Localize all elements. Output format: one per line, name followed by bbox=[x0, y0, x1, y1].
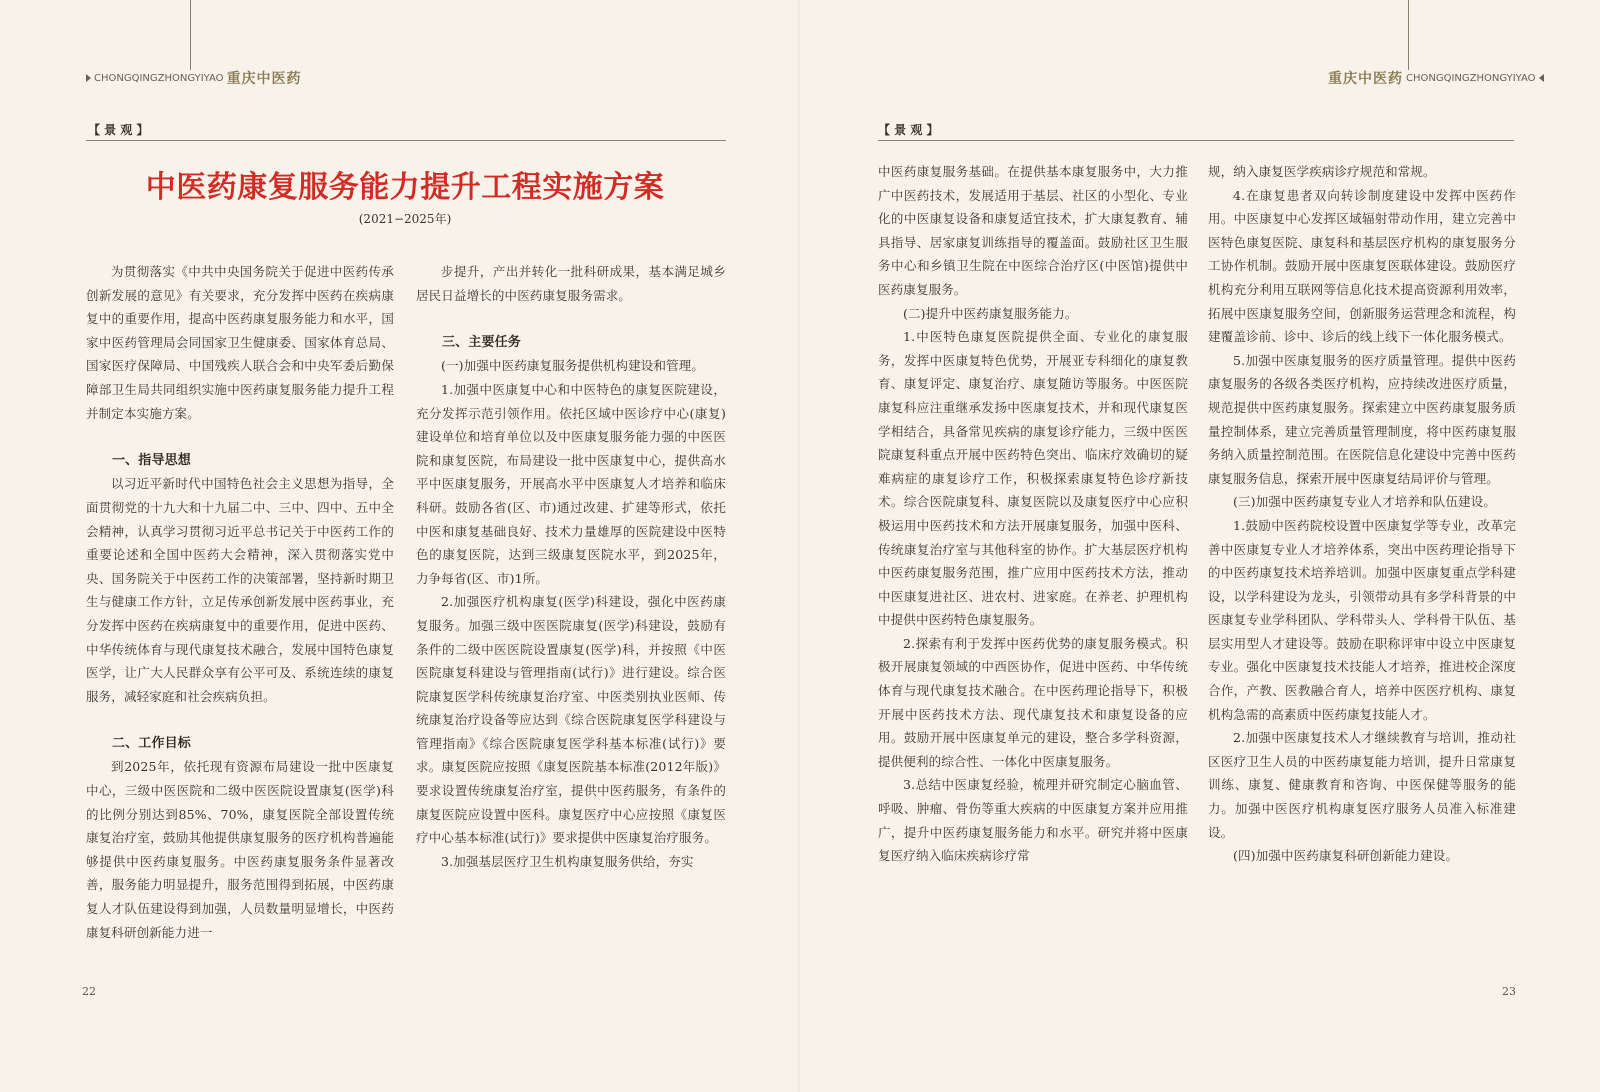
paragraph: 2.加强医疗机构康复(医学)科建设，强化中医药康复服务。加强三级中医医院康复(医学)科建设，鼓励有条件的二级中医医院设置康复(医学)科，并按照《中医医院康复科建设与管理指南(试行)》进行建设。综合医院康复医学科传统康复治疗室、中医类别执业医师、传统康复治疗设备等应达到《综合医院康复医学科建设与管理指南》《综合医院康复医学科基本标准(试行)》要求。康复医院应按照《康复医院基本标准(2012年版)》要求设置传统康复治疗室，提供中医药服务，有条件的康复医院应设置中医科。康复医疗中心应按照《康复医疗中心基本标准(试行)》要求提供中医康复治疗服务。 bbox=[416, 594, 726, 846]
section-tag: 【 景 观 】 bbox=[88, 123, 149, 137]
paragraph: 到2025年，依托现有资源布局建设一批中医康复中心，三级中医医院和二级中医医院设置康复(医学)科的比例分别达到85%、70%，康复医院全部设置传统康复治疗室，鼓励其他提供康复服务的医疗机构普遍能够提供中医药康复服务。中医药康复服务条件显著改善，服务能力明显提升，服务范围得到拓展，中医药康复人才队伍建设得到加强，人员数量明显增长，中医药康复科研创新能力进一 bbox=[86, 759, 394, 940]
subheading: (一)加强中医药康复服务提供机构建设和管理。 bbox=[441, 358, 705, 374]
column-3 bbox=[878, 160, 1188, 868]
column-4 bbox=[1208, 160, 1516, 868]
section-rule bbox=[86, 140, 726, 141]
subheading: (四)加强中医药康复科研创新能力建设。 bbox=[1233, 848, 1459, 864]
paragraph: 规，纳入康复医学疾病诊疗规范和常规。 bbox=[1208, 164, 1436, 179]
header-rule bbox=[1408, 0, 1409, 70]
header-mark bbox=[1328, 68, 1544, 88]
page-number: 22 bbox=[82, 985, 96, 998]
paragraph: 5.加强中医康复服务的医疗质量管理。提供中医药康复服务的各级各类医疗机构，应持续改进医疗质量，规范提供中医药康复服务。探索建立中医药康复服务质量控制体系，建立完善质量管理制度，将中医药康复服务纳入质量控制范围。在医院信息化建设中完善中医药康复服务信息，探索开展中医康复结局评价与管理。 bbox=[1208, 352, 1516, 486]
triangle-left-icon bbox=[1539, 74, 1544, 82]
header-mark bbox=[86, 68, 302, 88]
paragraph: 以习近平新时代中国特色社会主义思想为指导，全面贯彻党的十九大和十九届二中、三中、四中、五中全会精神，认真学习贯彻习近平总书记关于中医药工作的重要论述和全国中医药大会精神，深入贯彻落实党中央、国务院关于中医药工作的决策部署，坚持新时期卫生与健康工作方针，立足传承创新发展中医药事业，充分发挥中医药在疾病康复中的重要作用，促进中医药、中华传统体育与现代康复技术融合，发展中国特色康复医学，让广大人民群众享有公平可及、系统连续的康复服务，减轻家庭和社会疾病负担。 bbox=[86, 476, 394, 704]
paragraph: 2.探索有利于发挥中医药优势的康复服务模式。积极开展康复领域的中西医协作，促进中医药、中华传统体育与现代康复技术融合。在中医药理论指导下，积极开展中医药技术方法、现代康复技术和康复设备的应用。鼓励开展中医康复单元的建设，整合多学科资源，提供便利的综合性、一体化中医康复服务。 bbox=[878, 635, 1188, 769]
page-number: 23 bbox=[1502, 985, 1516, 998]
paragraph: 步提升，产出并转化一批科研成果，基本满足城乡居民日益增长的中医药康复服务需求。 bbox=[416, 264, 726, 303]
section-heading: 三、主要任务 bbox=[442, 334, 521, 350]
column-2 bbox=[416, 260, 726, 873]
section-heading: 一、指导思想 bbox=[112, 452, 191, 468]
paragraph: 2.加强中医康复技术人才继续教育与培训，推动社区医疗卫生人员的中医药康复能力培训，提升日常康复训练、康复、健康教育和咨询、中医保健等服务的能力。加强中医医疗机构康复医疗服务人员准入标准建设。 bbox=[1208, 730, 1516, 840]
subheading: (二)提升中医药康复服务能力。 bbox=[903, 305, 1078, 321]
paragraph: 4.在康复患者双向转诊制度建设中发挥中医药作用。中医康复中心发挥区域辐射带动作用，建立完善中医特色康复医院、康复科和基层医疗机构的康复服务分工协作机制。鼓励开展中医康复医联体建设。鼓励医疗机构充分利用互联网等信息化技术提高资源利用效率，拓展中医康复服务空间，创新服务运营理念和流程，构建覆盖诊前、诊中、诊后的线上线下一体化服务模式。 bbox=[1208, 187, 1516, 345]
paragraph: 1.中医特色康复医院提供全面、专业化的康复服务，发挥中医康复特色优势，开展亚专科细化的康复教育、康复评定、康复治疗、康复随访等服务。中医医院康复科应注重继承发扬中医康复技术，并和现代康复医学相结合，具备常见疾病的康复诊疗能力，三级中医医院康复科重点开展中医药特色突出、临床疗效确切的疑难病症的康复诊疗工作，积极探索康复特色诊疗新技术。综合医院康复科、康复医院以及康复医疗中心应积极运用中医药技术和方法开展康复服务，加强中医科、传统康复治疗室与其他科室的协作。扩大基层医疗机构中医药康复服务范围，推广应用中医药技术方法，推动中医康复进社区、进农村、进家庭。在养老、护理机构中提供中医药特色康复服务。 bbox=[878, 329, 1188, 628]
article-subtitle: (2021−2025年) bbox=[358, 212, 452, 226]
header-pinyin: CHONGQINGZHONGYIYAO bbox=[94, 72, 224, 84]
triangle-right-icon bbox=[86, 74, 91, 82]
header-brand: 重庆中医药 bbox=[1328, 71, 1403, 87]
header-pinyin: CHONGQINGZHONGYIYAO bbox=[1406, 72, 1536, 84]
column-1 bbox=[86, 260, 394, 944]
section-tag: 【 景 观 】 bbox=[878, 123, 939, 137]
intro-paragraph: 为贯彻落实《中共中央国务院关于促进中医药传承创新发展的意见》有关要求，充分发挥中医药在疾病康复中的重要作用，提高中医药康复服务能力和水平，国家中医药管理局会同国家卫生健康委、国家体育总局、国家医疗保障局、中国残疾人联合会和中央军委后勤保障部卫生局共同组织实施中医药康复服务能力提升工程并制定本实施方案。 bbox=[86, 264, 394, 421]
paragraph: 3.加强基层医疗卫生机构康复服务供给，夯实 bbox=[441, 853, 694, 869]
right-page bbox=[800, 0, 1600, 1092]
paragraph: 中医药康复服务基础。在提供基本康复服务中，大力推广中医药技术，发展适用于基层、社区的小型化、专业化的中医康复设备和康复适宜技术，扩大康复教育、辅具指导、居家康复训练指导的覆盖面。鼓励社区卫生服务中心和乡镇卫生院在中医综合治疗区(中医馆)提供中医药康复服务。 bbox=[878, 164, 1188, 297]
article-title: 中医药康复服务能力提升工程实施方案 bbox=[145, 170, 665, 205]
header-rule bbox=[190, 0, 191, 70]
paragraph: 1.鼓励中医药院校设置中医康复学等专业，改革完善中医康复专业人才培养体系，突出中医药理论指导下的中医药康复技术培养培训。加强中医康复重点学科建设，以学科建设为龙头，引领带动具有多学科背景的中医康复专业学科团队、学科带头人、学科骨干队伍、基层实用型人才建设等。鼓励在职称评审中设立中医康复专业。强化中医康复技术技能人才培养，推进校企深度合作，产教、医教融合育人，培养中医医疗机构、康复机构急需的高素质中医药康复技能人才。 bbox=[1208, 517, 1516, 722]
header-brand: 重庆中医药 bbox=[226, 71, 302, 87]
section-rule bbox=[878, 140, 1514, 141]
paragraph: 1.加强中医康复中心和中医特色的康复医院建设，充分发挥示范引领作用。依托区域中医诊疗中心(康复)建设单位和培育单位以及中医康复服务能力强的中医医院和康复医院，布局建设一批中医康复中心，提供高水平中医康复服务，开展高水平中医康复人才培养和临床科研。鼓励各省(区、市)通过改建、扩建等形式，依托中医和康复基础良好、技术力量雄厚的医院建设中医特色的康复医院，达到三级康复医院水平，到2025年，力争每省(区、市)1所。 bbox=[416, 381, 726, 586]
section-heading: 二、工作目标 bbox=[112, 735, 191, 751]
subheading: (三)加强中医药康复专业人才培养和队伍建设。 bbox=[1233, 494, 1497, 510]
paragraph: 3.总结中医康复经验，梳理并研究制定心脑血管、呼吸、肿瘤、骨伤等重大疾病的中医康复方案并应用推广，提升中医药康复服务能力和水平。研究并将中医康复医疗纳入临床疾病诊疗常 bbox=[878, 777, 1188, 864]
